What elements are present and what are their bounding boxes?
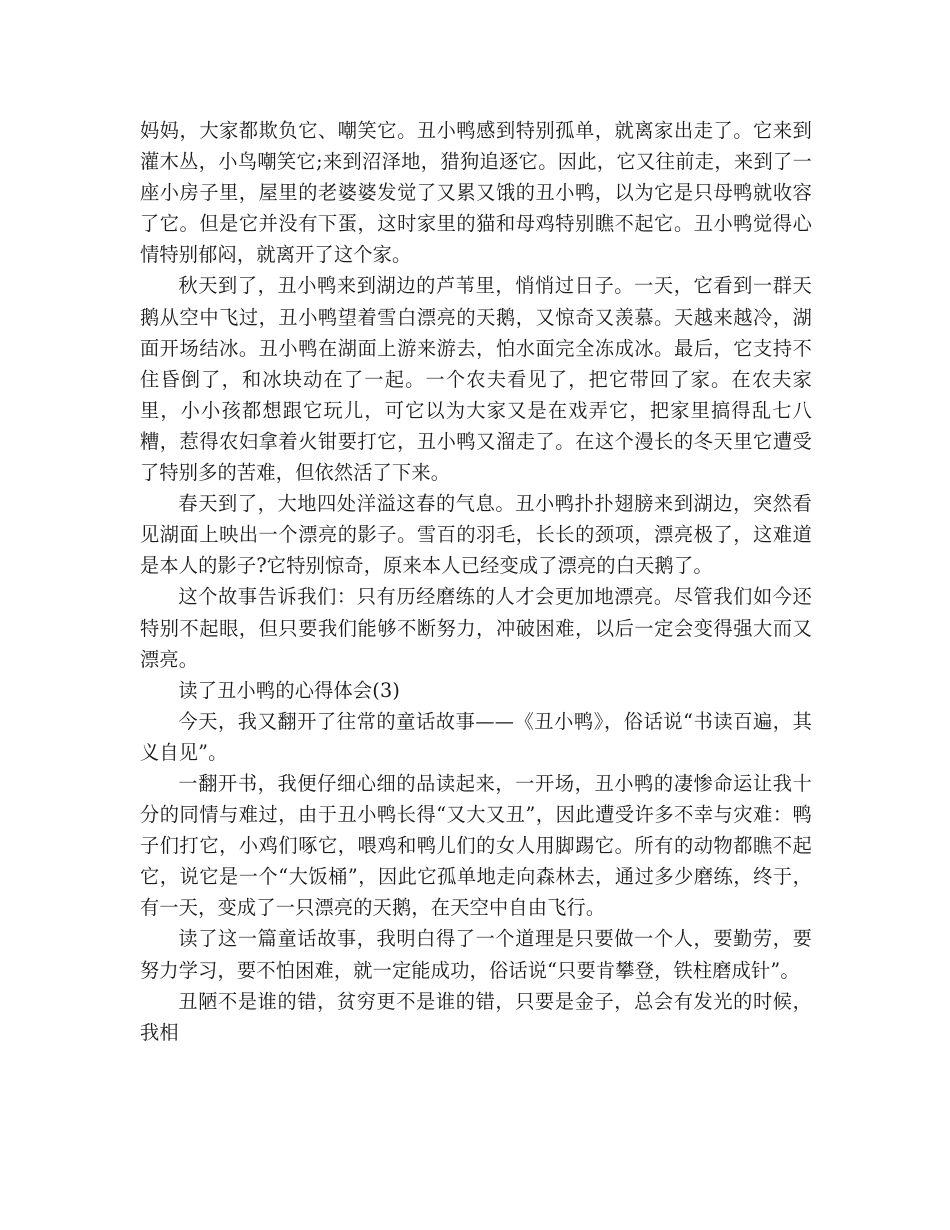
paragraph-3: 春天到了，大地四处洋溢这春的气息。丑小鸭扑扑翅膀来到湖边，突然看见湖面上映出一个漂亮的影子。雪百的羽毛，长长的颈项，漂亮极了，这难道是本人的影子?它特别惊奇，原来本人已经变成了漂亮的白天鹅了。 bbox=[140, 492, 812, 578]
paragraph-2: 秋天到了，丑小鸭来到湖边的芦苇里，悄悄过日子。一天，它看到一群天鹅从空中飞过，丑小鸭望着雪白漂亮的天鹅，又惊奇又羡慕。天越来越冷，湖面开场结冰。丑小鸭在湖面上游来游去，怕水面完全冻成冰。最后，它支持不住昏倒了，和冰块动在了一起。一个农夫看见了，把它带回了家。在农夫家里，小小孩都想跟它玩儿，可它以为大家又是在戏弄它，把家里搞得乱七八糟，惹得农妇拿着火钳要打它，丑小鸭又溜走了。在这个漫长的冬天里它遭受了特别多的苦难，但依然活了下来。 bbox=[140, 274, 812, 485]
paragraph-6: 一翻开书，我便仔细心细的品读起来，一开场，丑小鸭的凄惨命运让我十分的同情与难过，由于丑小鸭长得“又大又丑”，因此遭受许多不幸与灾难：鸭子们打它，小鸡们啄它，喂鸡和鸭儿们的女人用脚踢它。所有的动物都瞧不起它，说它是一个“大饭桶”，因此它孤单地走向森林去，通过多少磨练，终于，有一天，变成了一只漂亮的天鹅，在天空中自由飞行。 bbox=[140, 771, 812, 920]
document-body bbox=[140, 115, 812, 1048]
paragraph-4: 这个故事告诉我们：只有历经磨练的人才会更加地漂亮。尽管我们如今还特别不起眼，但只要我们能够不断努力，冲破困难，以后一定会变得强大而又漂亮。 bbox=[140, 585, 812, 671]
paragraph-7: 读了这一篇童话故事，我明白得了一个道理是只要做一个人，要勤劳，要努力学习，要不怕困难，就一定能成功，俗话说“只要肯攀登，铁柱磨成针”。 bbox=[140, 927, 812, 982]
paragraph-8: 丑陋不是谁的错，贫穷更不是谁的错，只要是金子，总会有发光的时候，我相 bbox=[140, 989, 812, 1044]
paragraph-1: 妈妈，大家都欺负它、嘲笑它。丑小鸭感到特别孤单，就离家出走了。它来到灌木丛，小鸟嘲笑它;来到沼泽地，猎狗追逐它。因此，它又往前走，来到了一座小房子里，屋里的老婆婆发觉了又累又饿的丑小鸭，以为它是只母鸭就收容了它。但是它并没有下蛋，这时家里的猫和母鸡特别瞧不起它。丑小鸭觉得心情特别郁闷，就离开了这个家。 bbox=[140, 119, 812, 267]
section-heading: 读了丑小鸭的心得体会(3) bbox=[178, 678, 401, 702]
paragraph-5: 今天，我又翻开了往常的童话故事——《丑小鸭》，俗话说“书读百遍，其义自见”。 bbox=[140, 709, 812, 764]
